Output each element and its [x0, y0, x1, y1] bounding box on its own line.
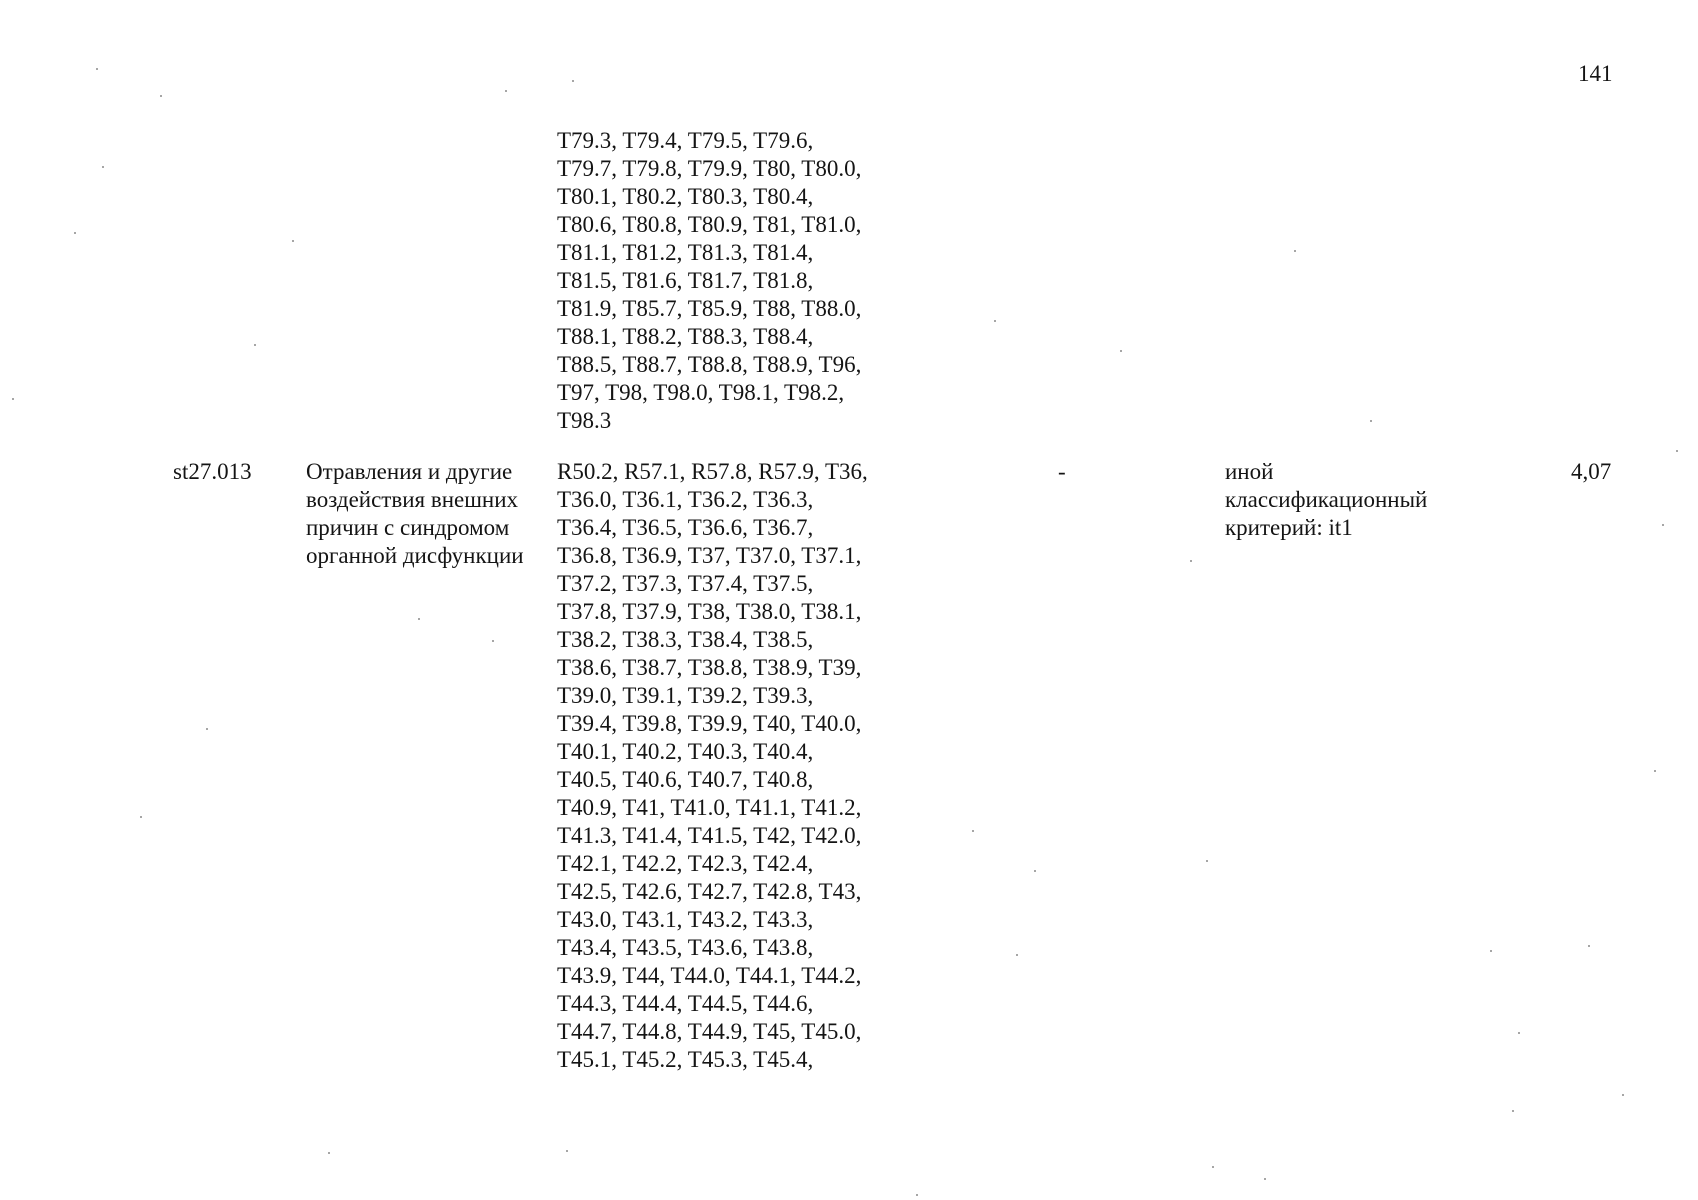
code-line: T39.4, T39.8, T39.9, T40, T40.0, — [557, 711, 862, 736]
code-line: T40.1, T40.2, T40.3, T40.4, — [557, 739, 814, 764]
scan-speck — [254, 344, 256, 346]
code-line: T45.1, T45.2, T45.3, T45.4, — [557, 1047, 814, 1072]
code-line: T36.4, T36.5, T36.6, T36.7, — [557, 515, 814, 540]
code-line: T40.9, T41, T41.0, T41.1, T41.2, — [557, 795, 862, 820]
code-line: T38.2, T38.3, T38.4, T38.5, — [557, 627, 814, 652]
scan-speck — [1676, 450, 1678, 452]
scan-speck — [1622, 1094, 1624, 1096]
code-line: T37.8, T37.9, T38, T38.0, T38.1, — [557, 599, 862, 624]
continued-diagnosis-codes — [557, 127, 861, 435]
scan-speck — [916, 1194, 918, 1196]
code-line: T44.3, T44.4, T44.5, T44.6, — [557, 991, 814, 1016]
classification-criterion — [1225, 458, 1427, 542]
code-line: T42.5, T42.6, T42.7, T42.8, T43, — [557, 879, 862, 904]
criterion-line: критерий: it1 — [1225, 515, 1353, 540]
scan-speck — [1654, 770, 1656, 772]
scan-speck — [12, 398, 14, 400]
diagnosis-codes — [557, 458, 868, 1074]
group-name-line: органной дисфункции — [306, 543, 524, 568]
group-name-line: воздействия внешних — [306, 487, 519, 512]
code-line: T88.5, T88.7, T88.8, T88.9, T96, — [557, 352, 862, 377]
criterion-line: классификационный — [1225, 487, 1428, 512]
group-code: st27.013 — [173, 459, 252, 484]
group-name-line: причин с синдромом — [306, 515, 510, 540]
scan-speck — [572, 80, 574, 82]
scan-speck — [1190, 560, 1192, 562]
scan-speck — [1370, 420, 1372, 422]
scan-speck — [96, 68, 98, 70]
code-line: T43.4, T43.5, T43.6, T43.8, — [557, 935, 814, 960]
scan-speck — [140, 816, 142, 818]
code-line: T80.6, T80.8, T80.9, T81, T81.0, — [557, 212, 862, 237]
code-line: T42.1, T42.2, T42.3, T42.4, — [557, 851, 814, 876]
scan-speck — [505, 90, 507, 92]
scan-speck — [1120, 350, 1122, 352]
group-name — [306, 458, 524, 570]
code-line: T41.3, T41.4, T41.5, T42, T42.0, — [557, 823, 862, 848]
code-line: T81.1, T81.2, T81.3, T81.4, — [557, 240, 814, 265]
code-line: T88.1, T88.2, T88.3, T88.4, — [557, 324, 814, 349]
code-line: T43.9, T44, T44.0, T44.1, T44.2, — [557, 963, 862, 988]
scan-speck — [292, 240, 294, 242]
code-line: T40.5, T40.6, T40.7, T40.8, — [557, 767, 814, 792]
scan-speck — [160, 95, 162, 97]
code-line: T44.7, T44.8, T44.9, T45, T45.0, — [557, 1019, 862, 1044]
cost-coefficient: 4,07 — [1571, 459, 1612, 484]
code-line: T36.0, T36.1, T36.2, T36.3, — [557, 487, 814, 512]
scan-speck — [1212, 1166, 1214, 1168]
procedure-code: - — [1058, 459, 1066, 484]
scan-speck — [566, 1150, 568, 1152]
scan-speck — [328, 1152, 330, 1154]
code-line: T81.5, T81.6, T81.7, T81.8, — [557, 268, 814, 293]
code-line: T79.7, T79.8, T79.9, T80, T80.0, — [557, 156, 862, 181]
scan-speck — [1294, 250, 1296, 252]
scan-speck — [102, 166, 104, 168]
code-line: T80.1, T80.2, T80.3, T80.4, — [557, 184, 814, 209]
scan-speck — [1264, 1178, 1266, 1180]
scan-speck — [1034, 870, 1036, 872]
code-line: T81.9, T85.7, T85.9, T88, T88.0, — [557, 296, 862, 321]
code-line: T37.2, T37.3, T37.4, T37.5, — [557, 571, 814, 596]
code-line: T97, T98, T98.0, T98.1, T98.2, — [557, 380, 845, 405]
scan-speck — [418, 618, 420, 620]
page-number: 141 — [1578, 61, 1613, 86]
code-line: T39.0, T39.1, T39.2, T39.3, — [557, 683, 814, 708]
scan-speck — [1016, 954, 1018, 956]
code-line: T36.8, T36.9, T37, T37.0, T37.1, — [557, 543, 862, 568]
scan-speck — [1490, 950, 1492, 952]
scan-speck — [972, 830, 974, 832]
code-line: T98.3 — [557, 408, 612, 433]
scan-speck — [1206, 860, 1208, 862]
scan-speck — [74, 232, 76, 234]
scan-speck — [1588, 945, 1590, 947]
scan-speck — [994, 320, 996, 322]
scan-speck — [1518, 1032, 1520, 1034]
scan-speck — [492, 640, 494, 642]
group-name-line: Отравления и другие — [306, 459, 513, 484]
scan-speck — [1512, 1110, 1514, 1112]
code-line: T79.3, T79.4, T79.5, T79.6, — [557, 128, 814, 153]
code-line: R50.2, R57.1, R57.8, R57.9, T36, — [557, 459, 868, 484]
code-line: T38.6, T38.7, T38.8, T38.9, T39, — [557, 655, 862, 680]
criterion-line: иной — [1225, 459, 1274, 484]
scan-speck — [1662, 524, 1664, 526]
scan-speck — [206, 728, 208, 730]
code-line: T43.0, T43.1, T43.2, T43.3, — [557, 907, 814, 932]
